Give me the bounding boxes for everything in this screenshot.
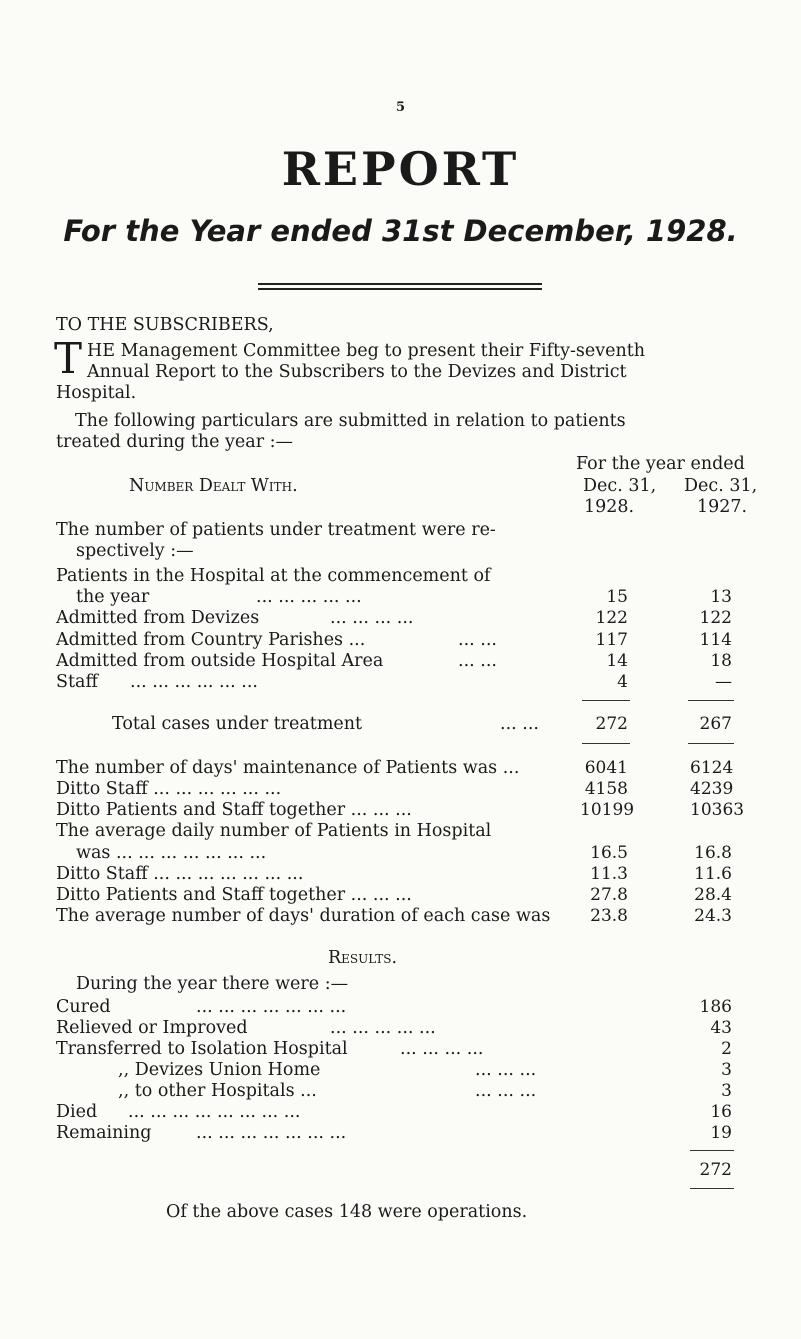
result-value: 19 <box>710 1123 732 1143</box>
row-label: was ... ... ... ... ... ... ... <box>76 843 267 863</box>
subtotal-rule-1927 <box>688 700 734 701</box>
operations-footnote: Of the above cases 148 were operations. <box>166 1202 528 1222</box>
value-1927: 122 <box>699 608 732 628</box>
row-label: Admitted from Devizes <box>56 608 260 628</box>
row-label: The average number of days' duration of each case was <box>56 906 551 926</box>
row-label: Ditto Patients and Staff together ... ... ... <box>56 885 412 905</box>
row-leader-dots: ... ... ... <box>475 1081 537 1101</box>
page-subtitle: For the Year ended 31st December, 1928. <box>63 214 738 248</box>
title-rule-top <box>258 283 542 285</box>
row-leader-dots: ... ... ... ... ... <box>256 587 362 607</box>
row-label: Relieved or Improved <box>56 1018 248 1038</box>
value-1928: 14 <box>606 651 628 671</box>
subtotal-rule-1928 <box>582 700 630 701</box>
total-rule-1928 <box>582 743 630 744</box>
results-subtotal-rule <box>690 1150 734 1151</box>
results-heading: Results. <box>328 948 398 968</box>
value-1927: 6124 <box>690 758 734 778</box>
result-value: 43 <box>710 1018 732 1038</box>
particulars-line-2: treated during the year :— <box>56 432 294 452</box>
row-label: The number of days' maintenance of Patients was ... <box>56 758 520 778</box>
total-rule-1927 <box>688 743 734 744</box>
page-title: REPORT <box>281 142 520 196</box>
value-1927: 114 <box>699 630 732 650</box>
header-col1-year: 1928. <box>584 497 635 517</box>
value-1927: 13 <box>710 587 732 607</box>
value-1927: 4239 <box>690 779 734 799</box>
header-col2-date: Dec. 31, <box>684 476 758 496</box>
row-leader-dots: ... ... <box>458 651 497 671</box>
total-1927: 267 <box>699 714 732 734</box>
results-intro: During the year there were :— <box>76 974 349 994</box>
row-label: Ditto Staff ... ... ... ... ... ... ... <box>56 864 304 884</box>
result-value: 186 <box>699 997 732 1017</box>
row-leader-dots: ... ... ... ... ... <box>330 1018 436 1038</box>
value-1928: 6041 <box>584 758 628 778</box>
header-number-dealt-with: Number Dealt With. <box>129 476 298 496</box>
row-leader-dots: ... ... ... <box>475 1060 537 1080</box>
value-1928: 4 <box>617 672 628 692</box>
total-label: Total cases under treatment <box>112 714 363 734</box>
value-1928: 4158 <box>584 779 628 799</box>
result-value: 3 <box>721 1060 732 1080</box>
row-leader-dots: ... ... ... ... <box>330 608 414 628</box>
row-label: Admitted from Country Parishes ... <box>56 630 366 650</box>
row-leader-dots: ... ... ... ... ... ... ... ... <box>128 1102 301 1122</box>
row-leader-dots: ... ... ... ... ... ... ... <box>196 997 347 1017</box>
value-1927: 24.3 <box>694 906 732 926</box>
value-1927: 10363 <box>690 800 745 820</box>
first-row-label-line-1: Patients in the Hospital at the commencement of <box>56 566 491 586</box>
row-label: Admitted from outside Hospital Area <box>56 651 384 671</box>
row-label: Remaining <box>56 1123 152 1143</box>
header-for-year-ended: For the year ended <box>576 454 745 474</box>
header-col2-year: 1927. <box>697 497 748 517</box>
row-leader-dots: ... ... ... ... ... ... ... <box>196 1123 347 1143</box>
value-1928: 10199 <box>580 800 635 820</box>
value-1927: — <box>715 672 732 692</box>
results-total-rule <box>690 1188 734 1189</box>
intro-line-1: HE Management Committee beg to present their Fifty-seventh <box>87 341 646 361</box>
average-intro: The average daily number of Patients in Hospital <box>56 821 492 841</box>
row-label: Staff <box>56 672 98 692</box>
treatment-intro-2: spectively :— <box>76 541 194 561</box>
treatment-intro-1: The number of patients under treatment were re- <box>56 520 496 540</box>
value-1927: 11.6 <box>694 864 732 884</box>
intro-line-3: Hospital. <box>56 383 137 403</box>
value-1927: 18 <box>710 651 732 671</box>
row-label: Ditto Staff ... ... ... ... ... ... <box>56 779 282 799</box>
row-leader-dots: ... ... <box>458 630 497 650</box>
row-label: Ditto Patients and Staff together ... ... ... <box>56 800 412 820</box>
result-value: 16 <box>710 1102 732 1122</box>
row-leader-dots: ... ... ... ... <box>400 1039 484 1059</box>
value-1928: 27.8 <box>590 885 628 905</box>
value-1927: 16.8 <box>694 843 732 863</box>
value-1928: 15 <box>606 587 628 607</box>
result-value: 3 <box>721 1081 732 1101</box>
intro-line-2: Annual Report to the Subscribers to the Devizes and District <box>87 362 627 382</box>
row-label: the year <box>76 587 150 607</box>
salutation: TO THE SUBSCRIBERS, <box>56 315 274 335</box>
value-1928: 117 <box>595 630 628 650</box>
value-1928: 23.8 <box>590 906 628 926</box>
drop-cap: T <box>54 334 83 383</box>
title-rule-bottom <box>258 288 542 290</box>
total-1928: 272 <box>595 714 628 734</box>
value-1928: 16.5 <box>590 843 628 863</box>
row-leader-dots: ... ... ... ... ... ... <box>130 672 258 692</box>
result-value: 2 <box>721 1039 732 1059</box>
value-1928: 11.3 <box>590 864 628 884</box>
value-1928: 122 <box>595 608 628 628</box>
total-leader-dots: ... ... <box>500 714 539 734</box>
row-label: Transferred to Isolation Hospital <box>56 1039 348 1059</box>
row-label: Died <box>56 1102 98 1122</box>
row-label: ,, to other Hospitals ... <box>118 1081 317 1101</box>
header-col1-date: Dec. 31, <box>583 476 657 496</box>
row-label: ,, Devizes Union Home <box>118 1060 321 1080</box>
value-1927: 28.4 <box>694 885 732 905</box>
row-label: Cured <box>56 997 111 1017</box>
results-total: 272 <box>699 1160 732 1180</box>
page-number: 5 <box>396 100 406 115</box>
particulars-line-1: The following particulars are submitted in relation to patients <box>75 411 626 431</box>
